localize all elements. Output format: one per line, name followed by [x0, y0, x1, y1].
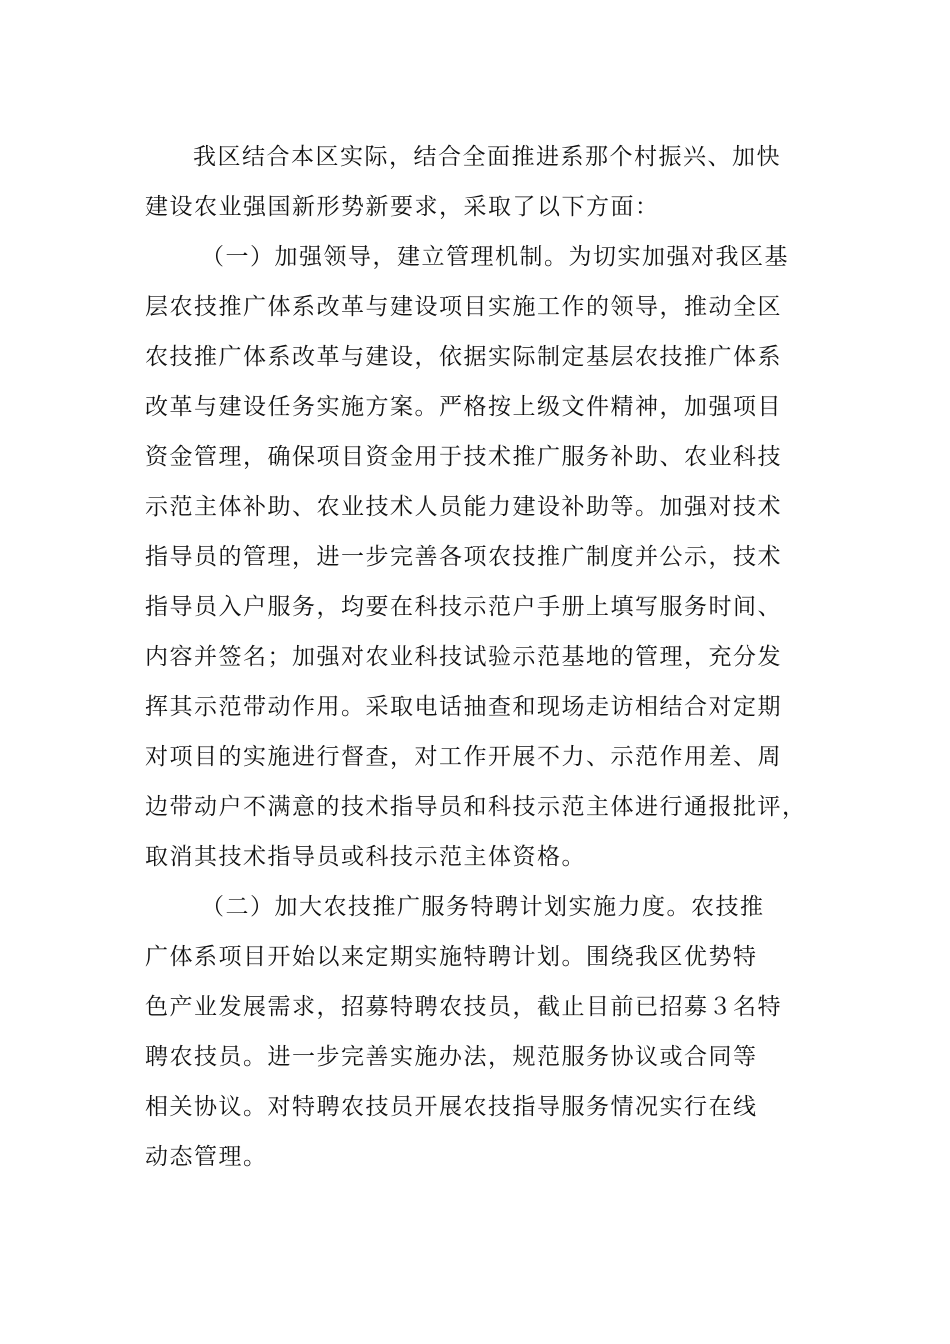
text-line: 示范主体补助、农业技术人员能力建设补助等。加强对技术: [145, 494, 782, 520]
text-line: 我区结合本区实际，结合全面推进系那个村振兴、加快: [193, 144, 781, 170]
paragraph-intro: [145, 132, 805, 232]
text-line: 对项目的实施进行督查，对工作开展不力、示范作用差、周: [145, 744, 782, 770]
document-body: [145, 132, 805, 1182]
text-line: 广体系项目开始以来定期实施特聘计划。围绕我区优势特: [145, 944, 758, 970]
section-heading-line: （一）加强领导，建立管理机制。为切实加强对我区基: [201, 244, 789, 270]
text-line: 边带动户不满意的技术指导员和科技示范主体进行通报批评，: [145, 794, 807, 820]
paragraph-section-2: [145, 882, 805, 1182]
text-line: 动态管理。: [145, 1144, 268, 1170]
text-line: 改革与建设任务实施方案。严格按上级文件精神，加强项目: [145, 394, 782, 420]
text-line: 农技推广体系改革与建设，依据实际制定基层农技推广体系: [145, 344, 782, 370]
text-line: 资金管理，确保项目资金用于技术推广服务补助、农业科技: [145, 444, 782, 470]
text-line: 取消其技术指导员或科技示范主体资格。: [145, 844, 586, 870]
text-line: 挥其示范带动作用。采取电话抽查和现场走访相结合对定期: [145, 694, 782, 720]
text-line: 指导员入户服务，均要在科技示范户手册上填写服务时间、: [145, 594, 782, 620]
text-line: 聘农技员。进一步完善实施办法，规范服务协议或合同等: [145, 1044, 758, 1070]
text-line: 建设农业强国新形势新要求，采取了以下方面：: [145, 194, 660, 220]
text-line: 相关协议。对特聘农技员开展农技指导服务情况实行在线: [145, 1094, 758, 1120]
paragraph-section-1: [145, 232, 805, 882]
text-line: 指导员的管理，进一步完善各项农技推广制度并公示，技术: [145, 544, 782, 570]
text-line: 内容并签名；加强对农业科技试验示范基地的管理，充分发: [145, 644, 782, 670]
section-heading-line: （二）加大农技推广服务特聘计划实施力度。农技推: [201, 894, 765, 920]
text-line: 层农技推广体系改革与建设项目实施工作的领导，推动全区: [145, 294, 782, 320]
text-line: 色产业发展需求，招募特聘农技员，截止目前已招募３名特: [145, 994, 782, 1020]
